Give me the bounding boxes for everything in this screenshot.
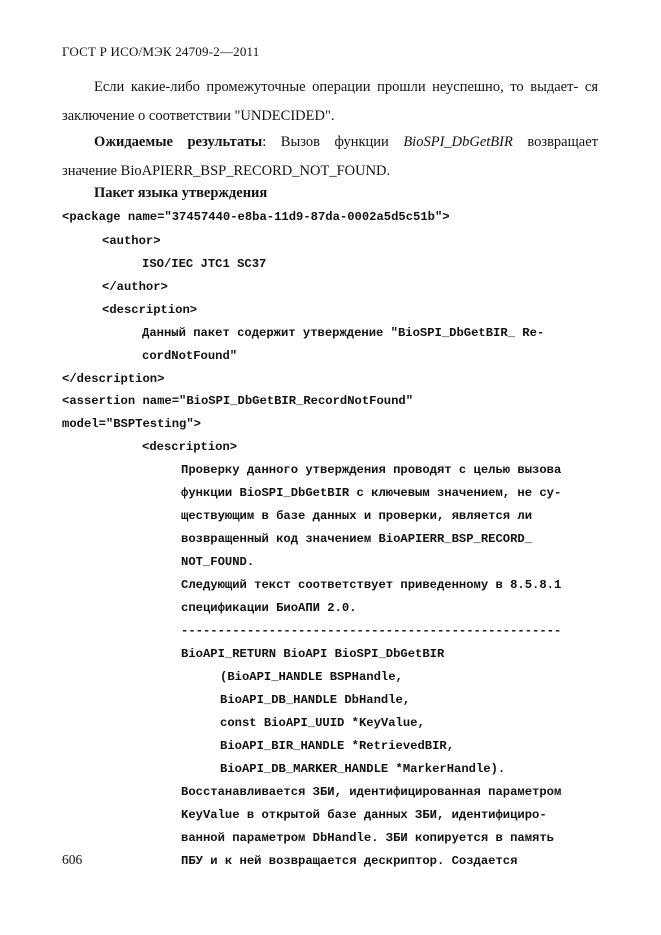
code-divider: ---------------------------------------------------- xyxy=(181,624,562,638)
code-line: Следующий текст соответствует приведенному в 8.5.8.1 xyxy=(181,578,562,592)
paragraph-expected-results xyxy=(62,128,598,186)
code-line: <package name="37457440-e8ba-11d9-87da-0002a5d5c51b"> xyxy=(62,210,450,224)
document-header: ГОСТ Р ИСО/МЭК 24709-2—2011 xyxy=(62,44,260,59)
paragraph-undecided-text: Если какие-либо промежуточные операции прошли неуспешно, то выдает- ся заключение о соответствии "UNDECIDED". xyxy=(62,79,598,124)
code-line: cordNotFound" xyxy=(142,349,238,363)
code-line: Проверку данного утверждения проводят с целью вызова xyxy=(181,463,562,477)
code-line: </description> xyxy=(62,372,165,386)
code-line: const BioAPI_UUID *KeyValue, xyxy=(220,716,425,730)
code-line: NOT_FOUND. xyxy=(181,555,255,569)
code-line: BioAPI_RETURN BioAPI BioSPI_DbGetBIR xyxy=(181,647,445,661)
expected-results-function: BioSPI_DbGetBIR xyxy=(403,134,513,150)
code-line: ванной параметром DbHandle. ЗБИ копируется в память xyxy=(181,831,554,845)
code-line: <description> xyxy=(142,440,238,454)
package-heading: Пакет языка утверждения xyxy=(94,185,268,201)
code-line: Данный пакет содержит утверждение "BioSPI_DbGetBIR_ Re- xyxy=(142,326,545,340)
code-line: спецификации БиоАПИ 2.0. xyxy=(181,601,357,615)
code-line: ISO/IEC JTC1 SC37 xyxy=(142,257,267,271)
code-line: ществующим в базе данных и проверки, является ли xyxy=(181,509,533,523)
paragraph-undecided xyxy=(62,73,598,131)
code-line: (BioAPI_HANDLE BSPHandle, xyxy=(220,670,403,684)
code-line: </author> xyxy=(102,280,168,294)
code-line: BioAPI_DB_HANDLE DbHandle, xyxy=(220,693,411,707)
code-line: Восстанавливается ЗБИ, идентифицированная параметром xyxy=(181,785,562,799)
code-line: BioAPI_DB_MARKER_HANDLE *MarkerHandle). xyxy=(220,762,506,776)
expected-results-text: возвращает значение BioAPIERR_BSP_RECORD_NOT_FOUND. xyxy=(62,134,598,179)
code-line: возвращенный код значением BioAPIERR_BSP_RECORD_ xyxy=(181,532,533,546)
code-line: model="BSPTesting"> xyxy=(62,417,201,431)
code-line: ПБУ и к ней возвращается дескриптор. Создается xyxy=(181,854,518,868)
code-line: функции BioSPI_DbGetBIR с ключевым значением, не су- xyxy=(181,486,562,500)
page-number: 606 xyxy=(62,852,83,867)
code-line: <author> xyxy=(102,234,161,248)
code-line: KeyValue в открытой базе данных ЗБИ, идентифициро- xyxy=(181,808,547,822)
expected-results-label: Ожидаемые результаты xyxy=(94,134,263,150)
code-line: <assertion name="BioSPI_DbGetBIR_RecordNotFound" xyxy=(62,394,414,408)
code-line: BioAPI_BIR_HANDLE *RetrievedBIR, xyxy=(220,739,455,753)
expected-results-sep: : Вызов функции xyxy=(262,134,404,150)
code-line: <description> xyxy=(102,303,198,317)
